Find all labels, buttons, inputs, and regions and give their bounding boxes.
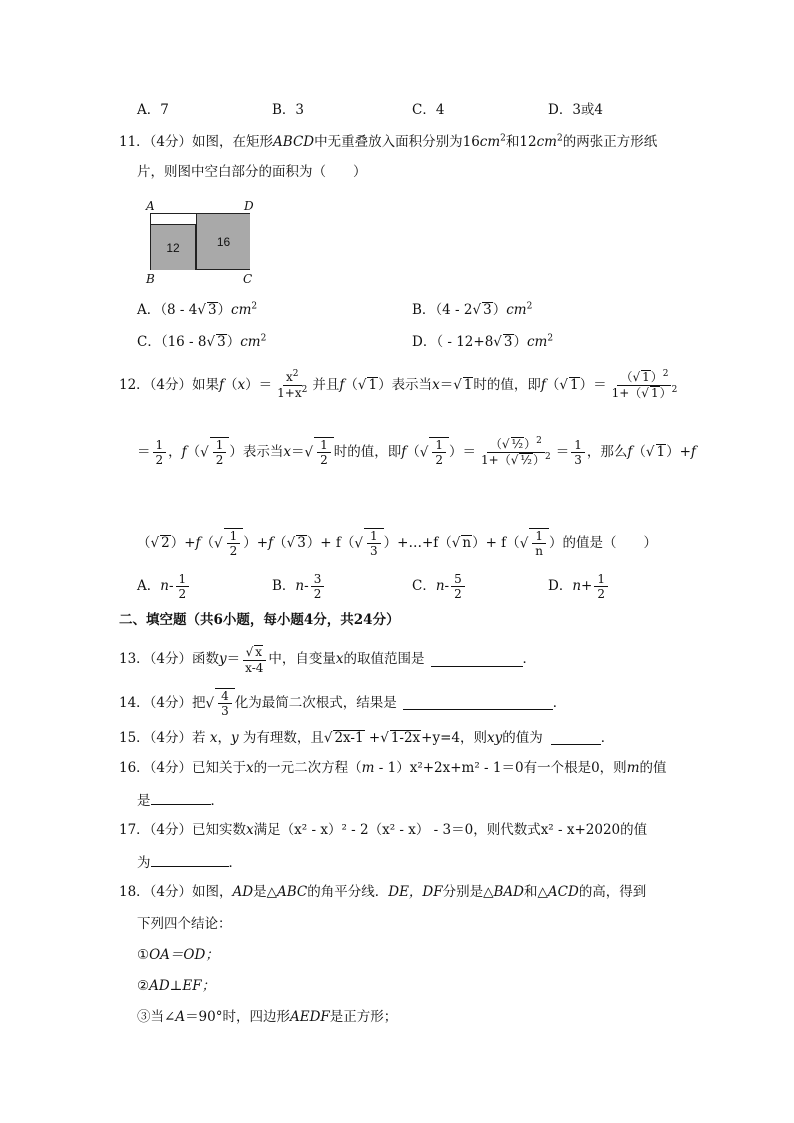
q15: 15．（4分）若 x ， y 为有理数，且 √ 2x-1 + √ 1-2x +y=4，则 xy 的值为 ． (119, 729, 615, 746)
q18-conclusion-2: ②AD⊥EF； (137, 978, 216, 994)
fig-label-d: D (244, 199, 254, 213)
q11-option-a: A．（8 - 4√ $3)cm^2$ (137, 301, 258, 318)
q18-conclusion-1: ①OA＝OD； (137, 947, 219, 963)
q16-answer-blank[interactable] (151, 792, 211, 805)
q13: 13．（4分）函数 y ＝ $\frac{√ x}{x-4}$ 中，自变量 x 的取值范围是 ． (119, 645, 537, 675)
q11-option-d: D．（ - 12+8√ $3)cm^2$ (412, 333, 554, 350)
square-12 (151, 224, 196, 270)
q16-line2: 是 ． (137, 793, 224, 809)
q15-answer-blank[interactable] (551, 732, 601, 745)
q12-option-b: B． n - $\frac{3}{2}$ (272, 572, 326, 602)
q16-line1: 16．（4分）已知关于x的一元二次方程（m - 1）x²+2x+m² - 1＝0有一个根是0，则m的值 (119, 760, 667, 776)
rectangle-figure (150, 213, 250, 270)
fig-label-b: B (146, 272, 155, 286)
q12-option-d: D． n + $\frac{1}{2}$ (548, 572, 610, 602)
q12-option-c: C． n - $\frac{5}{2}$ (412, 572, 467, 602)
q17-answer-blank[interactable] (151, 854, 229, 867)
q12-line2: ＝ $\frac{1}{2}$ ， f （ √ $\frac{1}{2}$ ） 表示当 x ＝ √ $\frac{1}{2}$ 时的值，即 f （ √ $\frac{1}{2}$ ）＝ $\frac{(√ \frac{1}{2})^2}{1+(√ \frac{1}{2})^2}$ ＝ $\frac{1}{3}$ ，那么 f （ √ 1 ）+ f (137, 436, 696, 468)
q10-option-b: B．3 (272, 102, 305, 118)
q13-answer-blank[interactable] (431, 654, 523, 667)
square-16-label: 16 (216, 235, 231, 249)
fig-label-c: C (243, 272, 253, 286)
q18-line1: 18．（4分）如图，AD是△ABC的角平分线．DE，DF分别是△BAD和△ACD的高，得到 (119, 884, 647, 900)
q17-line2: 为 ． (137, 855, 242, 871)
q11-line1: 11．（4分）如图，在矩形ABCD中无重叠放入面积分别为$16cm^2$和$12cm^2$的两张正方形纸 (119, 133, 658, 150)
q10-option-c: C．4 (412, 102, 445, 118)
q10-option-a: A．7 (137, 102, 169, 118)
section-2-heading: 二、填空题（共6小题，每小题4分，共24分） (119, 612, 400, 628)
q12-line1: 12．（4分）如果 f （ x ）＝ $\frac{x^2}{1+x^2}$ 并且 f （ √ 1 ） 表示当 x ＝ √ 1 时的值，即 f （ √ 1 ）＝ $\frac{(√ 1)^2}{1+(√ 1)^2}$ (119, 369, 678, 400)
q14-answer-blank[interactable] (403, 697, 553, 710)
fig-label-a: A (146, 199, 155, 213)
q18-conclusion-3: ③当∠A＝90°时，四边形AEDF是正方形； (137, 1009, 398, 1025)
q18-line2: 下列四个结论： (137, 916, 232, 932)
q17-line1: 17．（4分）已知实数x满足（x² - x）² - 2（x² - x） - 3＝0，则代数式x² - x+2020的值 (119, 822, 648, 838)
q12-option-a: A． n - $\frac{1}{2}$ (137, 572, 191, 602)
q12-line3: （ √ 2 ）+ f （ √ $\frac{1}{2}$ ）+ f （ √ 3 ）+ f（ √ $\frac{1}{3}$ ） +…+ f（ √ n ）+ f（ √ $\frac{1}{n}$ ） 的值是（ ） (137, 529, 658, 559)
q11-option-c: C．（16 - 8√ $3)cm^2$ (137, 333, 267, 350)
q10-option-d: D．3或4 (548, 102, 604, 118)
q14: 14．（4分）把 √ $\frac{4}{3}$ 化为最简二次根式，结果是 ． (119, 689, 567, 719)
q11-line2: 片，则图中空白部分的面积为（ ） (137, 164, 367, 180)
q11-option-b: B．（4 - 2√ $3)cm^2$ (412, 301, 533, 318)
square-16 (196, 214, 250, 269)
square-12-label: 12 (166, 241, 180, 255)
